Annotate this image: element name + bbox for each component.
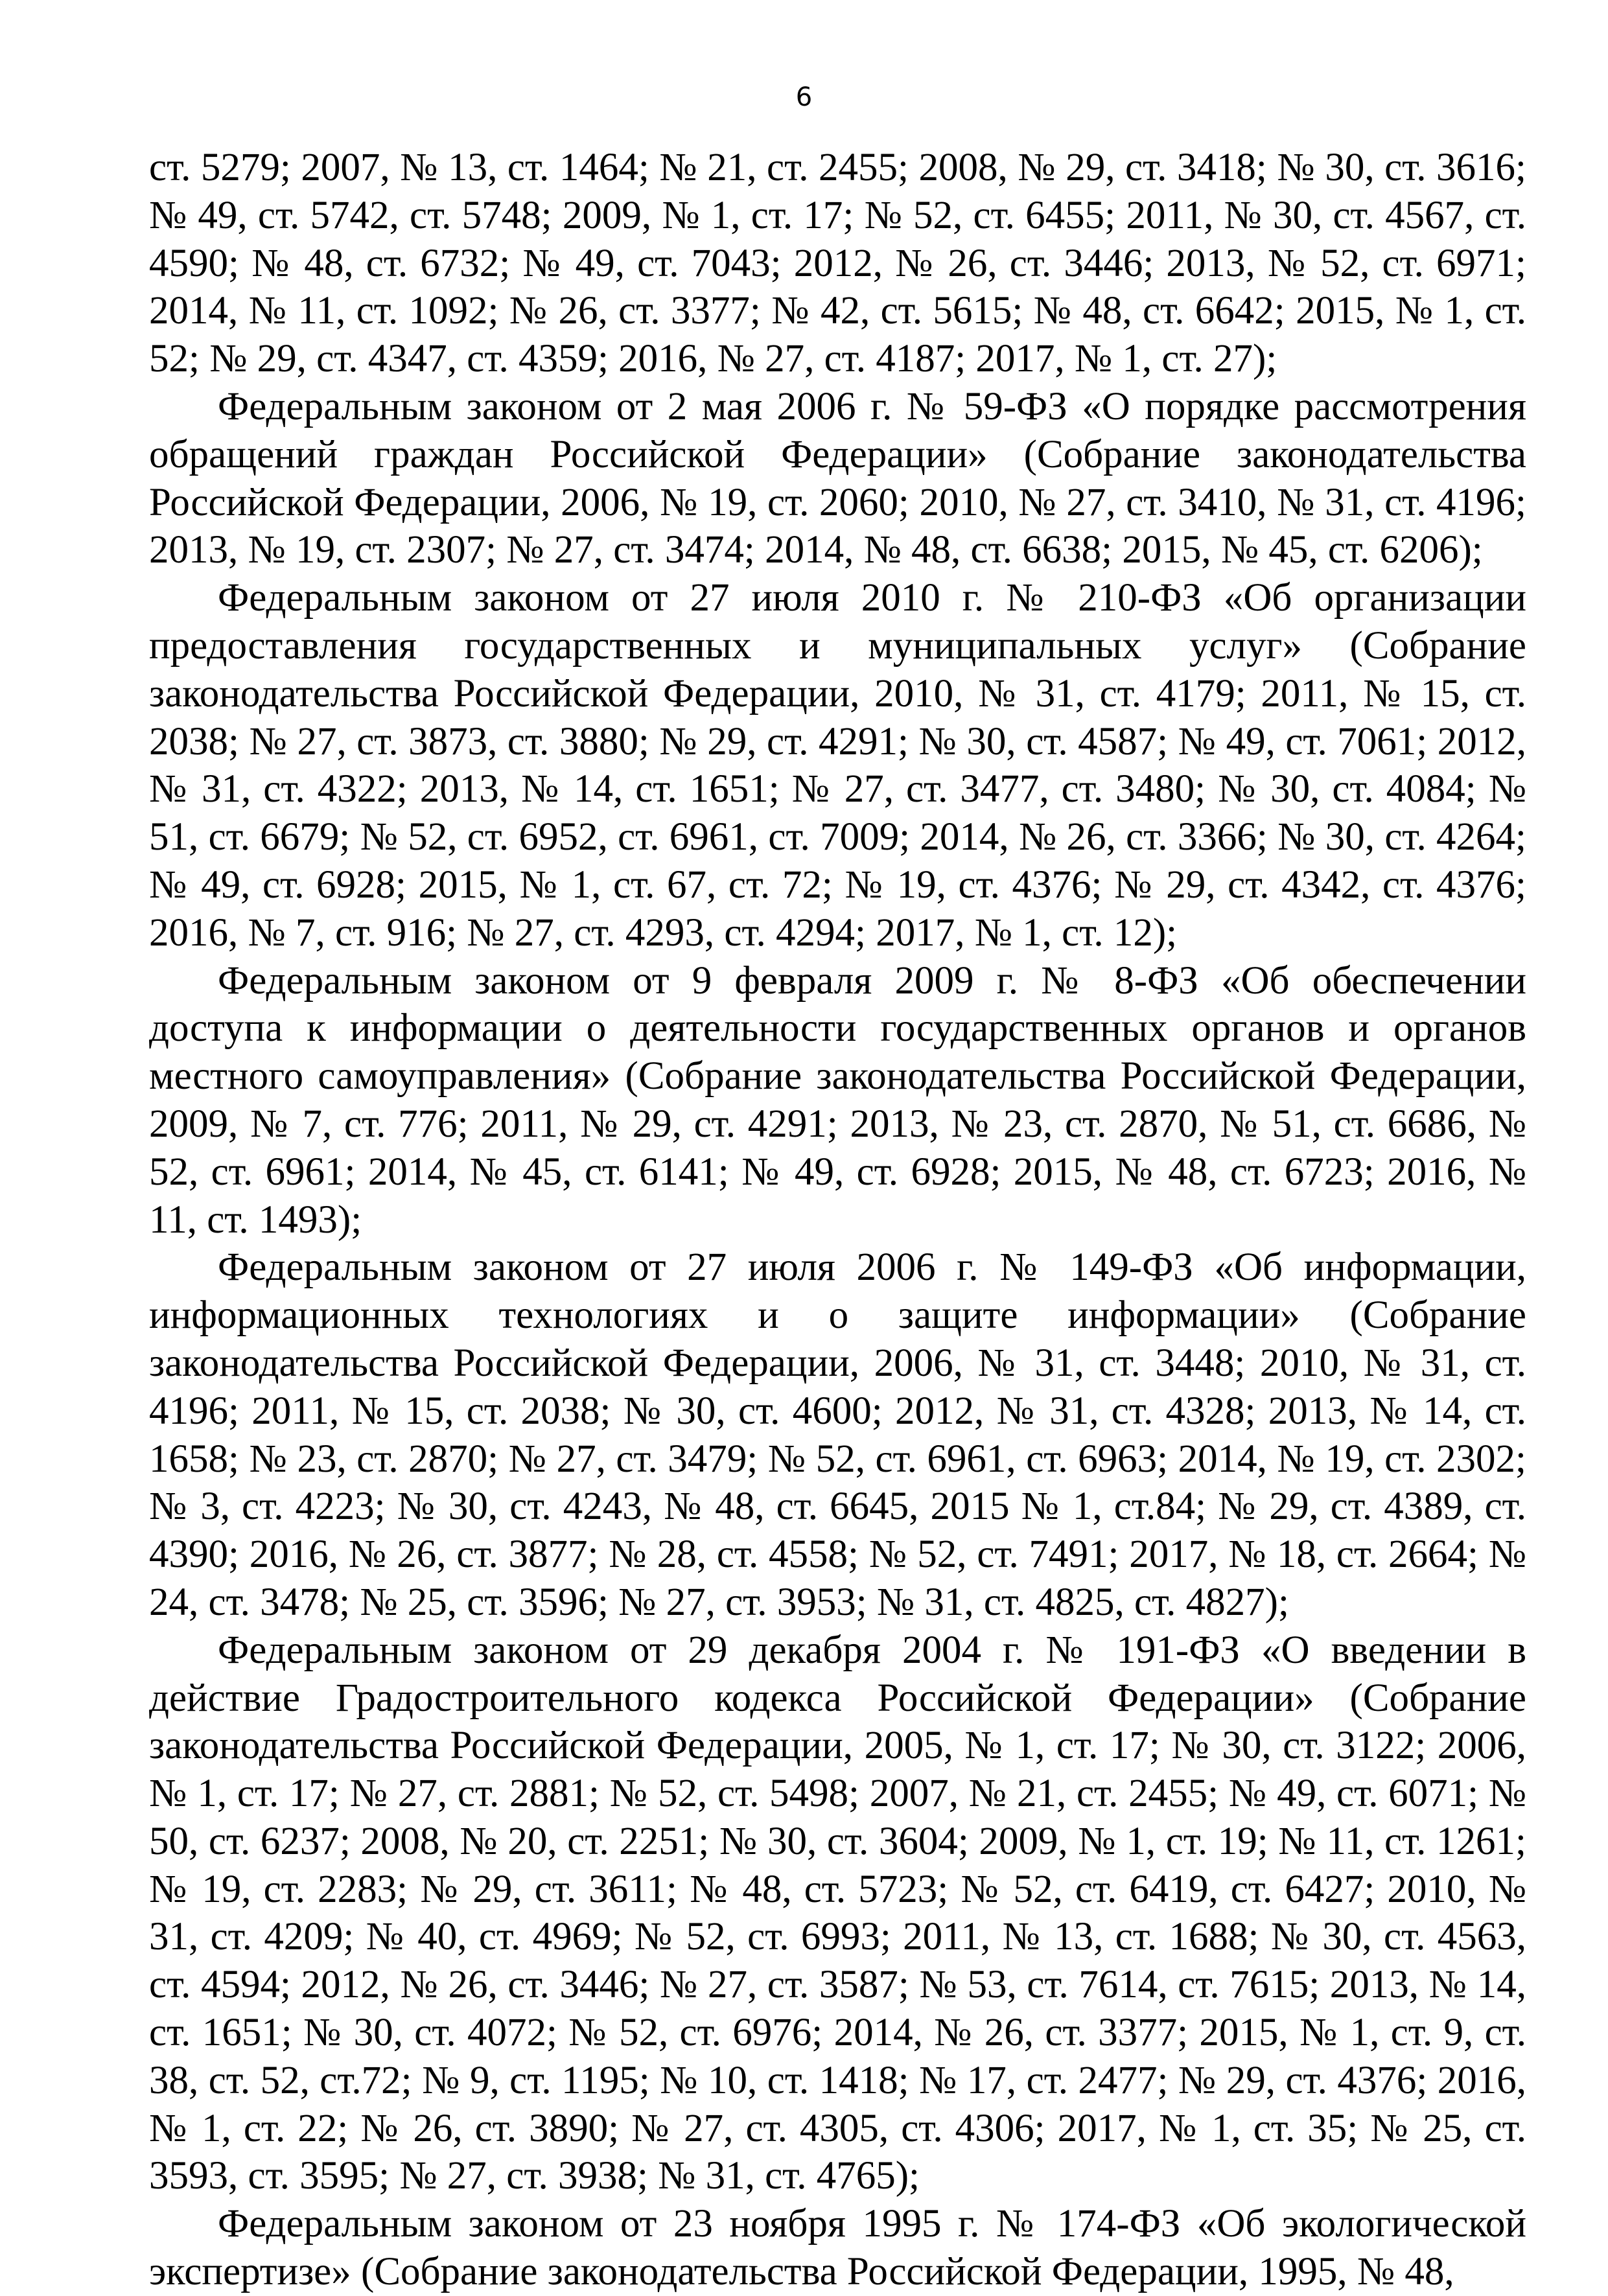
paragraph-law-191-fz: Федеральным законом от 29 декабря 2004 г. № 191-ФЗ «О введении в действие Градостроительного кодекса Российской Федерации» (Собрание законодательства Российской Федерации, 2005, № 1, ст. 17; № 30, ст. 3122; 2006, № 1, ст. 17; № 27, ст. 2881; № 52, ст. 5498; 2007, № 21, ст. 2455; № 49, ст. 6071; № 50, ст. 6237; 2008, № 20, ст. 2251; № 30, ст. 3604; 2009, № 1, ст. 19; № 11, ст. 1261; № 19, ст. 2283; № 29, ст. 3611; № 48, ст. 5723; № 52, ст. 6419, ст. 6427; 2010, № 31, ст. 4209; № 40, ст. 4969; № 52, ст. 6993; 2011, № 13, ст. 1688; № 30, ст. 4563, ст. 4594; 2012, № 26, ст. 3446; № 27, ст. 3587; № 53, ст. 7614, ст. 7615; 2013, № 14, ст. 1651; № 30, ст. 4072; № 52, ст. 6976; 2014, № 26, ст. 3377; 2015, № 1, ст. 9, ст. 38, ст. 52, ст.72; № 9, ст. 1195; № 10, ст. 1418; № 17, ст. 2477; № 29, ст. 4376; 2016, № 1, ст. 22; № 26, ст. 3890; № 27, ст. 4305, ст. 4306; 2017, № 1, ст. 35; № 25, ст. 3593, ст. 3595; № 27, ст. 3938; № 31, ст. 4765); [149,1628,1526,2198]
paragraph-law-174-fz: Федеральным законом от 23 ноября 1995 г. № 174-ФЗ «Об экологической экспертизе» (Собрание законодательства Российской Федерации, 1995, № 48, [149,2202,1526,2294]
paragraph-law-8-fz: Федеральным законом от 9 февраля 2009 г. № 8-ФЗ «Об обеспечении доступа к информации о деятельности государственных органов и органов местного самоуправления» (Собрание законодательства Российской Федерации, 2009, № 7, ст. 776; 2011, № 29, ст. 4291; 2013, № 23, ст. 2870, № 51, ст. 6686, № 52, ст. 6961; 2014, № 45, ст. 6141; № 49, ст. 6928; 2015, № 48, ст. 6723; 2016, № 11, ст. 1493); [149,958,1526,1242]
document-body [149,144,1526,2296]
paragraph-continued-citations: ст. 5279; 2007, № 13, ст. 1464; № 21, ст. 2455; 2008, № 29, ст. 3418; № 30, ст. 3616; № 49, ст. 5742, ст. 5748; 2009, № 1, ст. 17; № 52, ст. 6455; 2011, № 30, ст. 4567, ст. 4590; № 48, ст. 6732; № 49, ст. 7043; 2012, № 26, ст. 3446; 2013, № 52, ст. 6971; 2014, № 11, ст. 1092; № 26, ст. 3377; № 42, ст. 5615; № 48, ст. 6642; 2015, № 1, ст. 52; № 29, ст. 4347, ст. 4359; 2016, № 27, ст. 4187; 2017, № 1, ст. 27); [149,146,1526,381]
paragraph-law-59-fz: Федеральным законом от 2 мая 2006 г. № 59-ФЗ «О порядке рассмотрения обращений граждан Российской Федерации» (Собрание законодательства Российской Федерации, 2006, № 19, ст. 2060; 2010, № 27, ст. 3410, № 31, ст. 4196; 2013, № 19, ст. 2307; № 27, ст. 3474; 2014, № 48, ст. 6638; 2015, № 45, ст. 6206); [149,384,1526,572]
page-number: 6 [795,82,813,112]
paragraph-law-149-fz: Федеральным законом от 27 июля 2006 г. № 149-ФЗ «Об информации, информационных технологиях и о защите информации» (Собрание законодательства Российской Федерации, 2006, № 31, ст. 3448; 2010, № 31, ст. 4196; 2011, № 15, ст. 2038; № 30, ст. 4600; 2012, № 31, ст. 4328; 2013, № 14, ст. 1658; № 23, ст. 2870; № 27, ст. 3479; № 52, ст. 6961, ст. 6963; 2014, № 19, ст. 2302; № 3, ст. 4223; № 30, ст. 4243, № 48, ст. 6645, 2015 № 1, ст.84; № 29, ст. 4389, ст. 4390; 2016, № 26, ст. 3877; № 28, ст. 4558; № 52, ст. 7491; 2017, № 18, ст. 2664; № 24, ст. 3478; № 25, ст. 3596; № 27, ст. 3953; № 31, ст. 4825, ст. 4827); [149,1246,1526,1624]
paragraph-law-210-fz: Федеральным законом от 27 июля 2010 г. № 210-ФЗ «Об организации предоставления государственных и муниципальных услуг» (Собрание законодательства Российской Федерации, 2010, № 31, ст. 4179; 2011, № 15, ст. 2038; № 27, ст. 3873, ст. 3880; № 29, ст. 4291; № 30, ст. 4587; № 49, ст. 7061; 2012, № 31, ст. 4322; 2013, № 14, ст. 1651; № 27, ст. 3477, ст. 3480; № 30, ст. 4084; № 51, ст. 6679; № 52, ст. 6952, ст. 6961, ст. 7009; 2014, № 26, ст. 3366; № 30, ст. 4264; № 49, ст. 6928; 2015, № 1, ст. 67, ст. 72; № 19, ст. 4376; № 29, ст. 4342, ст. 4376; 2016, № 7, ст. 916; № 27, ст. 4293, ст. 4294; 2017, № 1, ст. 12); [149,576,1526,955]
